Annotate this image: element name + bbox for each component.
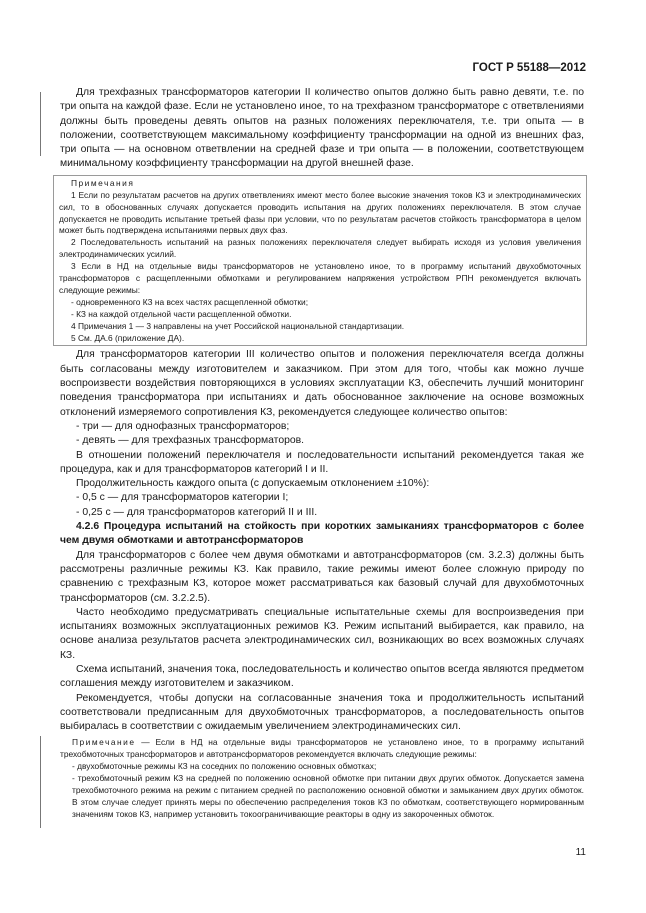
note-list-item: - КЗ на каждой отдельной части расщепленной обмотки.	[71, 308, 292, 319]
paragraph: Для трансформаторов с более чем двумя обмотками и автотрансформаторов (см. 3.2.3) должны быть рассмотрены различные режимы КЗ. Как правило, такие режимы имеют более сложную природу по сравнению с трехфазным КЗ, которое может рассматриваться как базовый случай для двухобмоточных трансформаторов (см. 3.2.2.5).	[60, 549, 584, 604]
note-text	[60, 737, 584, 761]
paragraph: Рекомендуется, чтобы допуски на согласованные значения тока и продолжительность испытаний соответствовали предписанным для двухобмоточных трансформаторов, а последовательность опытов выбиралась в соответствии с ожидаемым увеличением электродинамических сил.	[60, 692, 584, 733]
note-item: 1 Если по результатам расчетов на других ответвлениях имеют место более высокие значения токов КЗ и электродинамических сил, то в обоснованных случаях допускается проводить испытания на других положениях переключателя. В этом случае допускается не проводить испытание третьей фазы при условии, что по результатам расчетов стойкость трансформатора в целом может быть подтверждена испытаниями первых двух фаз.	[59, 189, 581, 236]
list-item: - девять — для трехфазных трансформаторов.	[76, 435, 305, 447]
standard-header: ГОСТ Р 55188—2012	[472, 62, 586, 74]
note-block	[60, 737, 584, 820]
note-label: Примечание	[72, 737, 136, 748]
change-bar	[40, 92, 41, 156]
paragraph: Схема испытаний, значения тока, последовательность и количество опытов всегда являются предметом соглашения между изготовителем и заказчиком.	[60, 664, 584, 690]
paragraph: Продолжительность каждого опыта (с допускаемым отклонением ±10%):	[76, 478, 430, 490]
note-list-item: - трехобмоточный режим КЗ на средней по положению основной обмотке при питании двух других обмоток. Допускается замена трехобмоточного режима на режим с питанием средней по расположению основной обмотки и замыканием двух других обмоток. В этом случае следует принять меры по обеспечению распределения токов КЗ по обмоткам, соответствующего нормированным значениям токов КЗ, например установить токоограничивающие реакторы в одну из закороченных обмоток.	[72, 773, 584, 819]
note-body: — Если в НД на отдельные виды трансформаторов не установлено иное, то в программу испытаний трехобмоточных трансформаторов и автотрансформаторов рекомендуется включать следующие режимы:	[60, 737, 584, 760]
note-list-item: - двухобмоточные режимы КЗ на соседних по положению основных обмотках;	[72, 761, 377, 772]
note-item: 5 См. ДА.6 (приложение ДА).	[71, 332, 185, 343]
list-item: - три — для однофазных трансформаторов;	[76, 420, 290, 432]
note-item: 3 Если в НД на отдельные виды трансформаторов не установлено иное, то в программу испытаний двухобмоточных трансформаторов с расщепленными обмотками и регулированием напряжения устройством РПН рекомендуется включать следующие режимы:	[59, 261, 581, 295]
notes-title: Примечания	[71, 177, 135, 188]
document-body	[60, 86, 584, 821]
paragraph: Для трансформаторов категории III количество опытов и положения переключателя всегда должны быть согласованы между изготовителем и заказчиком. При этом для того, чтобы как можно лучше воспроизвести воздействия повторяющихся в условиях эксплуатации КЗ, обеспечить лучший мониторинг поведения трансформатора при испытаниях и дать обоснованное заключение на основе возможных отклонений измеряемого сопротивления КЗ, рекомендуется следующее количество опытов:	[60, 349, 584, 418]
note-item: 2 Последовательность испытаний на разных положениях переключателя следует выбирать исходя из условия увеличения электродинамических усилий.	[59, 237, 581, 260]
change-bar	[40, 736, 41, 828]
note-item: 4 Примечания 1 — 3 направлены на учет Российской национальной стандартизации.	[71, 320, 405, 331]
section-heading: 4.2.6 Процедура испытаний на стойкость при коротких замыканиях трансформаторов с более чем двумя обмотками и автотрансформаторов	[60, 521, 584, 547]
paragraph: Часто необходимо предусматривать специальные испытательные схемы для воспроизведения при испытаниях возможных эксплуатационных режимов КЗ. Режим испытаний выбирается, как правило, на основе анализа результатов расчета электродинамических сил, возникающих во всех возможных случаях КЗ.	[60, 606, 584, 661]
notes-box	[53, 175, 587, 347]
list-item: - 0,25 с — для трансформаторов категорий II и III.	[76, 506, 318, 518]
paragraph: Для трехфазных трансформаторов категории II количество опытов должно быть равно девяти, т.е. по три опыта на каждой фазе. Если не установлено иное, то на трехфазном трансформаторе с ответвлениями должны быть проведены девять опытов на разных положениях переключателя, т.е. три опыта — в положении, соответствующем максимальному коэффициенту трансформации на одной из внешних фаз, три опыта — на основном ответвлении на средней фазе и три опыта — в положении, соответствующем минимальному коэффициенту трансформации на другой внешней фазе.	[60, 87, 584, 170]
paragraph: В отношении положений переключателя и последовательности испытаний рекомендуется такая же процедура, как и для трансформаторов категорий I и II.	[60, 449, 584, 475]
list-item: - 0,5 с — для трансформаторов категории I;	[76, 492, 289, 504]
note-list-item: - одновременного КЗ на всех частях расщепленной обмотки;	[71, 296, 309, 307]
page-number: 11	[575, 847, 586, 858]
